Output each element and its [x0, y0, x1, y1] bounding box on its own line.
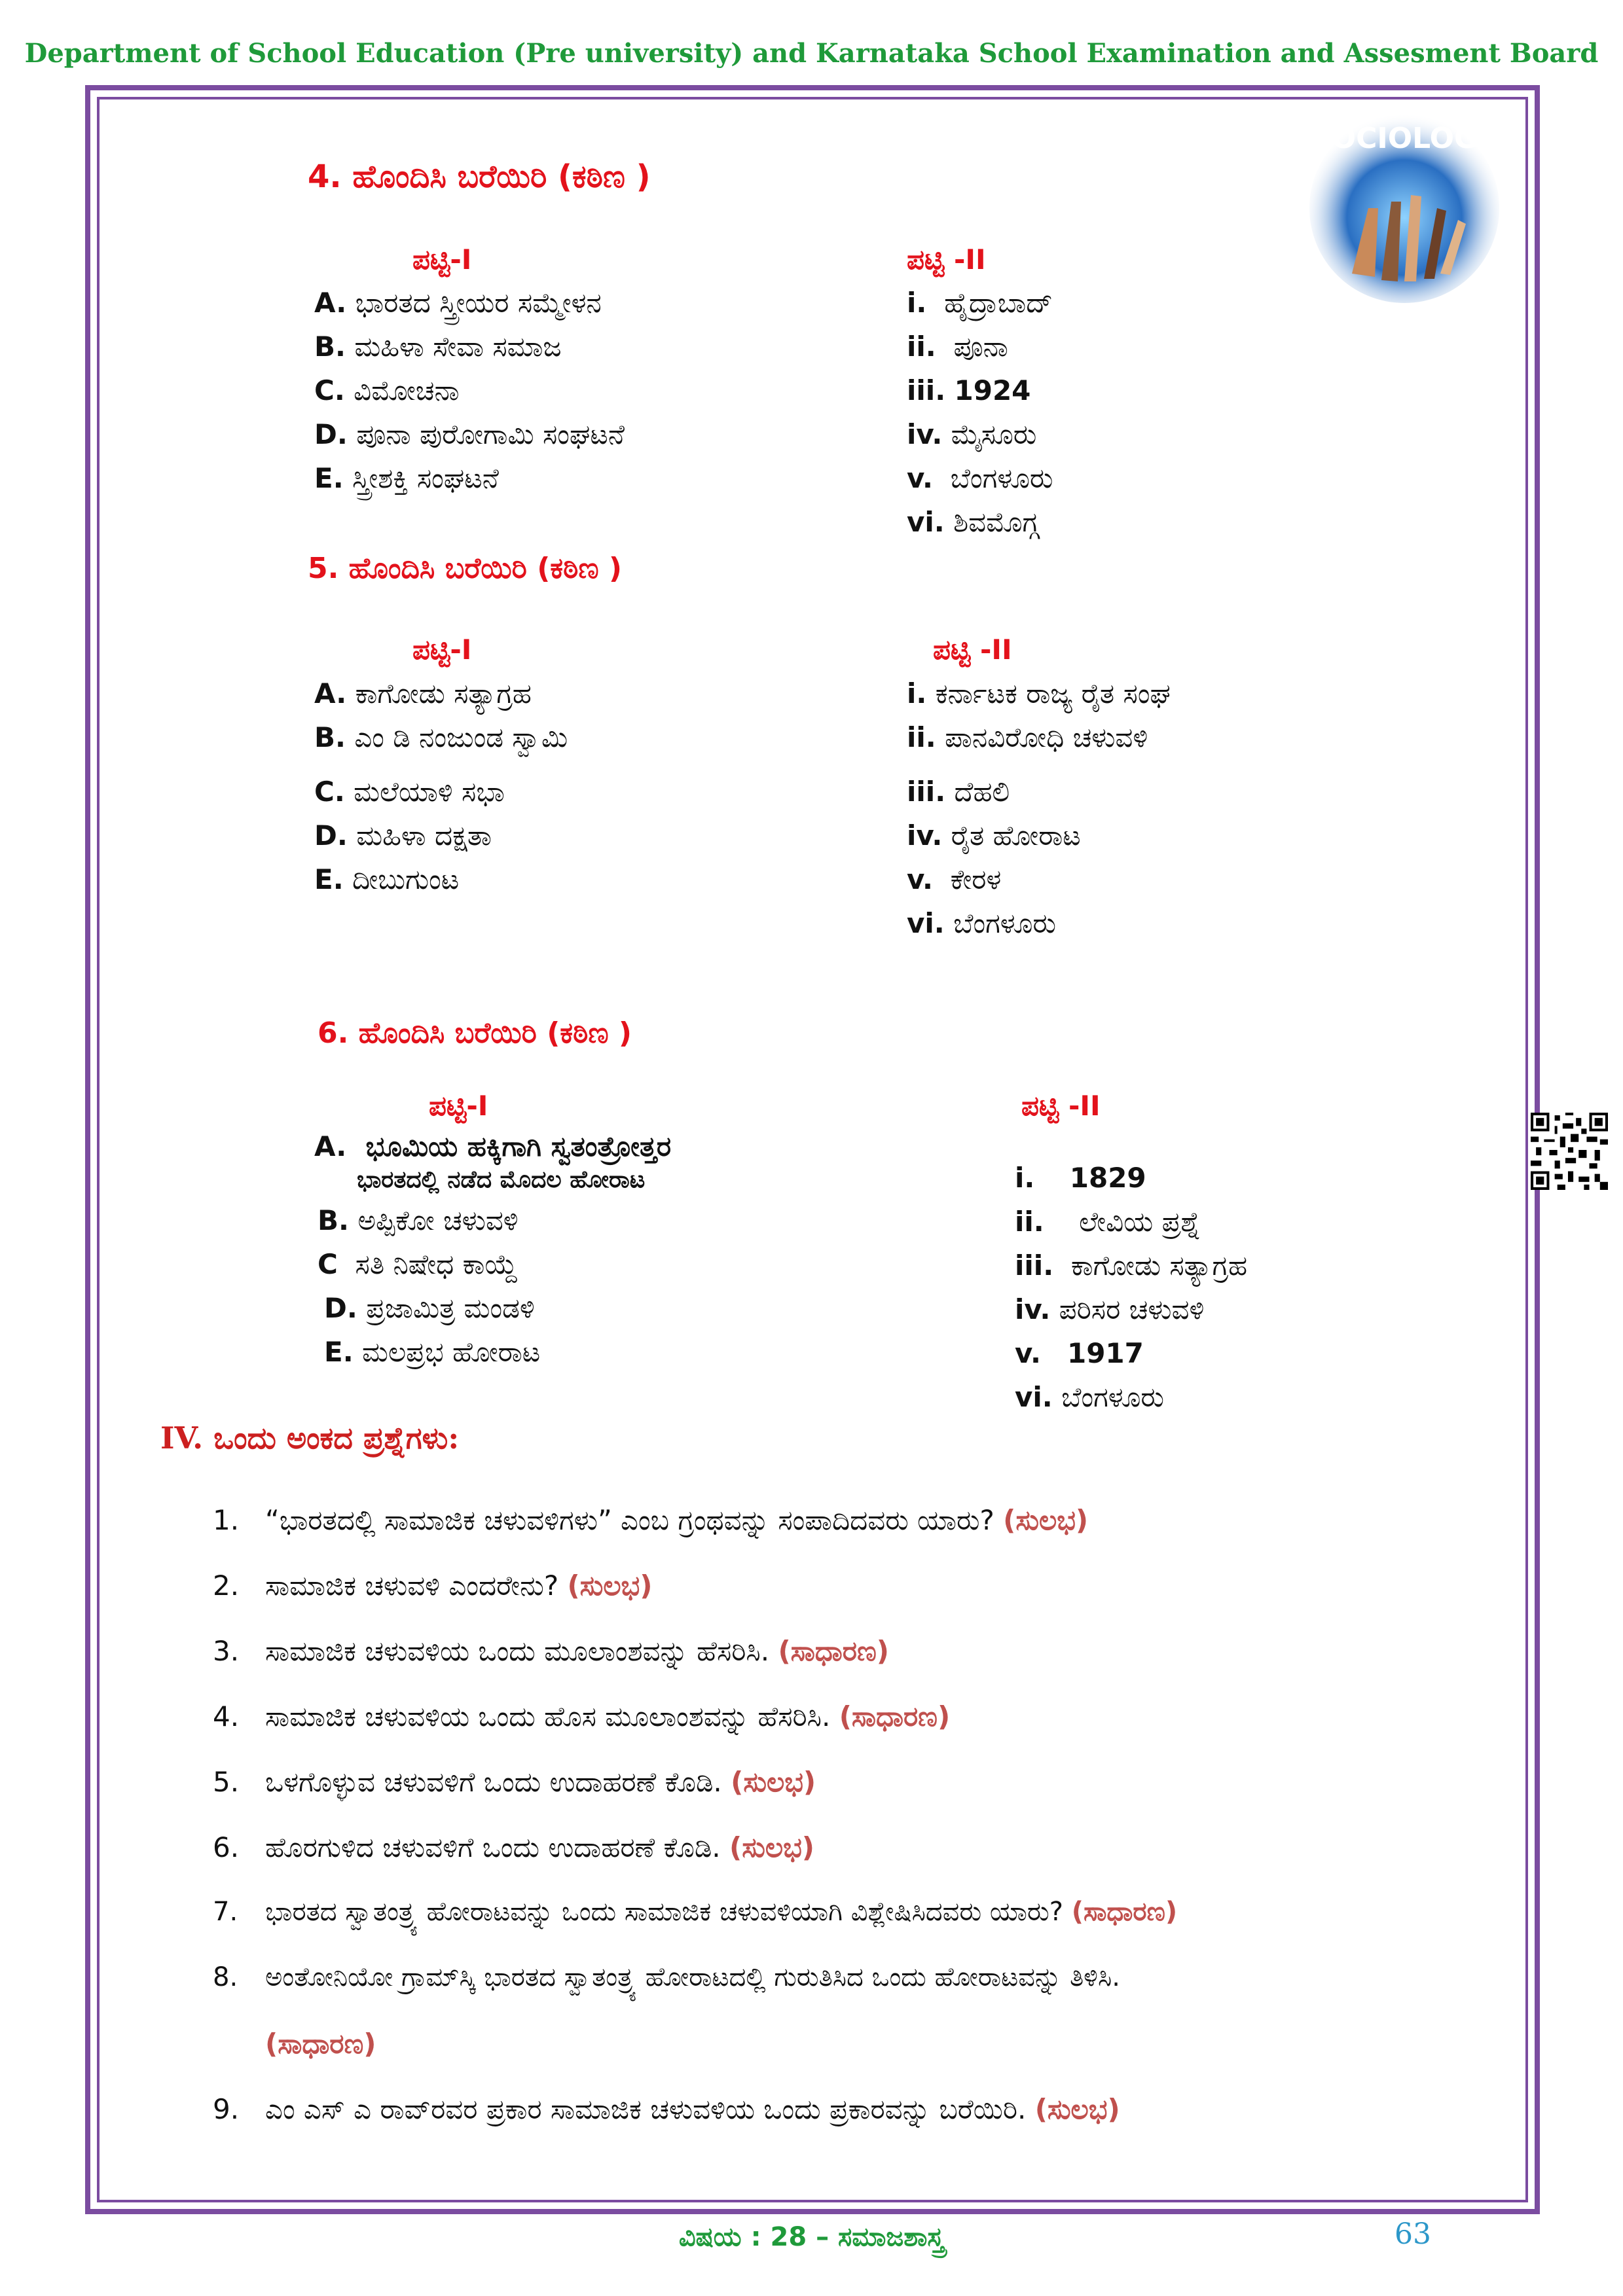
question-item: 5. ಒಳಗೊಳ್ಳುವ ಚಳುವಳಿಗೆ ಒಂದು ಉದಾಹರಣೆ ಕೊಡಿ. (ಸುಲಭ) [213, 1766, 816, 1798]
logo-text: SOCIOLOGY [1310, 122, 1499, 155]
question-item: 4. ಸಾಮಾಜಿಕ ಚಳುವಳಿಯ ಒಂದು ಹೊಸ ಮೂಲಾಂಶವನ್ನು ಹೆಸರಿಸಿ. (ಸಾಧಾರಣ) [213, 1700, 951, 1732]
q5-col1-item: A. ಕಾಗೋಡು ಸತ್ಯಾಗ್ರಹ [314, 677, 532, 709]
qr-code[interactable] [1531, 1113, 1608, 1190]
question-item: 2. ಸಾಮಾಜಿಕ ಚಳುವಳಿ ಎಂದರೇನು? (ಸುಲಭ) [213, 1570, 653, 1602]
footer-subject: ವಿಷಯ : 28 – ಸಮಾಜಶಾಸ್ತ್ರ [678, 2222, 945, 2252]
question-item: 8. ಅಂತೋನಿಯೋ ಗ್ರಾಮ್‌ಸ್ಕಿ ಭಾರತದ ಸ್ವಾತಂತ್ರ್ಯ ಹೋರಾಟದಲ್ಲಿ ಗುರುತಿಸಿದ ಒಂದು ಹೋರಾಟವನ್ನು ತಿಳಿಸಿ. [213, 1962, 1120, 1992]
q5-col1-item: E. ದೀಬುಗುಂಟ [314, 863, 460, 895]
q5-col2-item: iv. ರೈತ ಹೋರಾಟ [907, 819, 1081, 852]
q4-col2-item: i. ಹೈದ್ರಾಬಾದ್ [907, 287, 1053, 319]
q4-col2-head: ಪಟ್ಟಿ -II [907, 243, 986, 276]
q5-col2-item: vi. ಬೆಂಗಳೂರು [907, 907, 1056, 939]
q6-col1-item: ಭಾರತದಲ್ಲಿ ನಡೆದ ಮೊದಲ ಹೋರಾಟ [357, 1166, 646, 1193]
q5-col1-item: D. ಮಹಿಳಾ ದಕ್ಷತಾ [314, 819, 492, 852]
q6-col2-item: iv. ಪರಿಸರ ಚಳುವಳಿ [1015, 1293, 1205, 1325]
page-header: Department of School Education (Pre university) and Karnataka School Examination and Assesment Board [24, 38, 1599, 69]
q6-title: 6. ಹೊಂದಿಸಿ ಬರೆಯಿರಿ (ಕಠಿಣ ) [318, 1016, 632, 1050]
question-item: 7. ಭಾರತದ ಸ್ವಾತಂತ್ರ್ಯ ಹೋರಾಟವನ್ನು ಒಂದು ಸಾಮಾಜಿಕ ಚಳುವಳಿಯಾಗಿ ವಿಶ್ಲೇಷಿಸಿದವರು ಯಾರು? (ಸಾಧಾರಣ) [213, 1897, 1178, 1927]
q5-col1-item: C. ಮಲೆಯಾಳಿ ಸಭಾ [314, 776, 505, 808]
q6-col2-item: iii. ಕಾಗೋಡು ಸತ್ಯಾಗ್ರಹ [1015, 1249, 1248, 1282]
question-item: 6. ಹೊರಗುಳಿದ ಚಳುವಳಿಗೆ ಒಂದು ಉದಾಹರಣೆ ಕೊಡಿ. (ಸುಲಭ) [213, 1831, 814, 1863]
q5-col2-item: v. ಕೇರಳ [907, 863, 1002, 895]
q5-col2-item: iii. ದೆಹಲಿ [907, 776, 1010, 808]
q5-title: 5. ಹೊಂದಿಸಿ ಬರೆಯಿರಿ (ಕಠಿಣ ) [308, 552, 622, 585]
q4-col2-item: ii. ಪೂನಾ [907, 331, 1008, 363]
q6-col1-item: A. ಭೂಮಿಯ ಹಕ್ಕಿಗಾಗಿ ಸ್ವತಂತ್ರೋತ್ತರ [314, 1130, 672, 1162]
q5-col1-item: B. ಎಂ ಡಿ ನಂಜುಂಡ ಸ್ವಾಮಿ [314, 721, 568, 753]
page-border-inner [97, 97, 1528, 2202]
q4-col2-item: iii. 1924 [907, 374, 1031, 406]
q5-col2-item: i. ಕರ್ನಾಟಕ ರಾಜ್ಯ ರೈತ ಸಂಘ [907, 677, 1171, 709]
q4-col1-item: E. ಸ್ತ್ರೀಶಕ್ತಿ ಸಂಘಟನೆ [314, 462, 499, 494]
page-number: 63 [1395, 2217, 1431, 2251]
q6-col2-head: ಪಟ್ಟಿ -II [1021, 1090, 1101, 1122]
sociology-logo [1306, 110, 1503, 306]
q6-col1-item: B. ಅಪ್ಪಿಕೋ ಚಳುವಳಿ [318, 1204, 519, 1236]
q4-title: 4. ಹೊಂದಿಸಿ ಬರೆಯಿರಿ (ಕಠಿಣ ) [308, 158, 651, 195]
q4-col1-item: D. ಪೂನಾ ಪುರೋಗಾಮಿ ಸಂಘಟನೆ [314, 418, 625, 450]
q6-col1-head: ಪಟ್ಟಿ-I [429, 1090, 488, 1122]
q6-col2-item: ii. ಲೇವಿಯ ಪ್ರಶ್ನೆ [1015, 1206, 1201, 1238]
q6-col2-item: vi. ಬೆಂಗಳೂರು [1015, 1381, 1164, 1413]
q5-col2-head: ಪಟ್ಟಿ -II [933, 634, 1012, 666]
q4-col2-item: iv. ಮೈಸೂರು [907, 418, 1037, 450]
q6-col1-item: E. ಮಲಪ್ರಭ ಹೋರಾಟ [324, 1336, 541, 1368]
q6-col1-item: C ಸತಿ ನಿಷೇಧ ಕಾಯ್ದೆ [318, 1248, 518, 1280]
q4-col2-item: v. ಬೆಂಗಳೂರು [907, 462, 1053, 494]
q5-col1-head: ಪಟ್ಟಿ-I [412, 634, 472, 666]
question-item: 9. ಎಂ ಎಸ್ ಎ ರಾವ್‌ರವರ ಪ್ರಕಾರ ಸಾಮಾಜಿಕ ಚಳುವಳಿಯ ಒಂದು ಪ್ರಕಾರವನ್ನು ಬರೆಯಿರಿ. (ಸುಲಭ) [213, 2093, 1120, 2125]
q5-col2-item: ii. ಪಾನವಿರೋಧಿ ಚಳುವಳಿ [907, 721, 1148, 753]
q6-col2-item: v. 1917 [1015, 1337, 1144, 1369]
q4-col2-item: vi. ಶಿವಮೊಗ್ಗ [907, 506, 1039, 538]
q4-col1-item: A. ಭಾರತದ ಸ್ತ್ರೀಯರ ಸಮ್ಮೇಳನ [314, 287, 602, 319]
q4-col1-head: ಪಟ್ಟಿ-I [412, 243, 472, 276]
section-iv-title: IV. ಒಂದು ಅಂಕದ ಪ್ರಶ್ನೆಗಳು: [160, 1420, 460, 1456]
question-item: 3. ಸಾಮಾಜಿಕ ಚಳುವಳಿಯ ಒಂದು ಮೂಲಾಂಶವನ್ನು ಹೆಸರಿಸಿ. (ಸಾಧಾರಣ) [213, 1635, 889, 1667]
q4-col1-item: C. ವಿಮೋಚನಾ [314, 374, 460, 406]
q6-col1-item: D. ಪ್ರಜಾಮಿತ್ರ ಮಂಡಳಿ [324, 1292, 535, 1324]
q4-col1-item: B. ಮಹಿಳಾ ಸೇವಾ ಸಮಾಜ [314, 331, 562, 363]
q6-col2-item: i. 1829 [1015, 1162, 1146, 1194]
question-item: 1. “ಭಾರತದಲ್ಲಿ ಸಾಮಾಜಿಕ ಚಳುವಳಿಗಳು” ಎಂಬ ಗ್ರಂಥವನ್ನು ಸಂಪಾದಿದವರು ಯಾರು? (ಸುಲಭ) [213, 1504, 1089, 1536]
question-8-level: (ಸಾಧಾರಣ) [265, 2028, 376, 2060]
